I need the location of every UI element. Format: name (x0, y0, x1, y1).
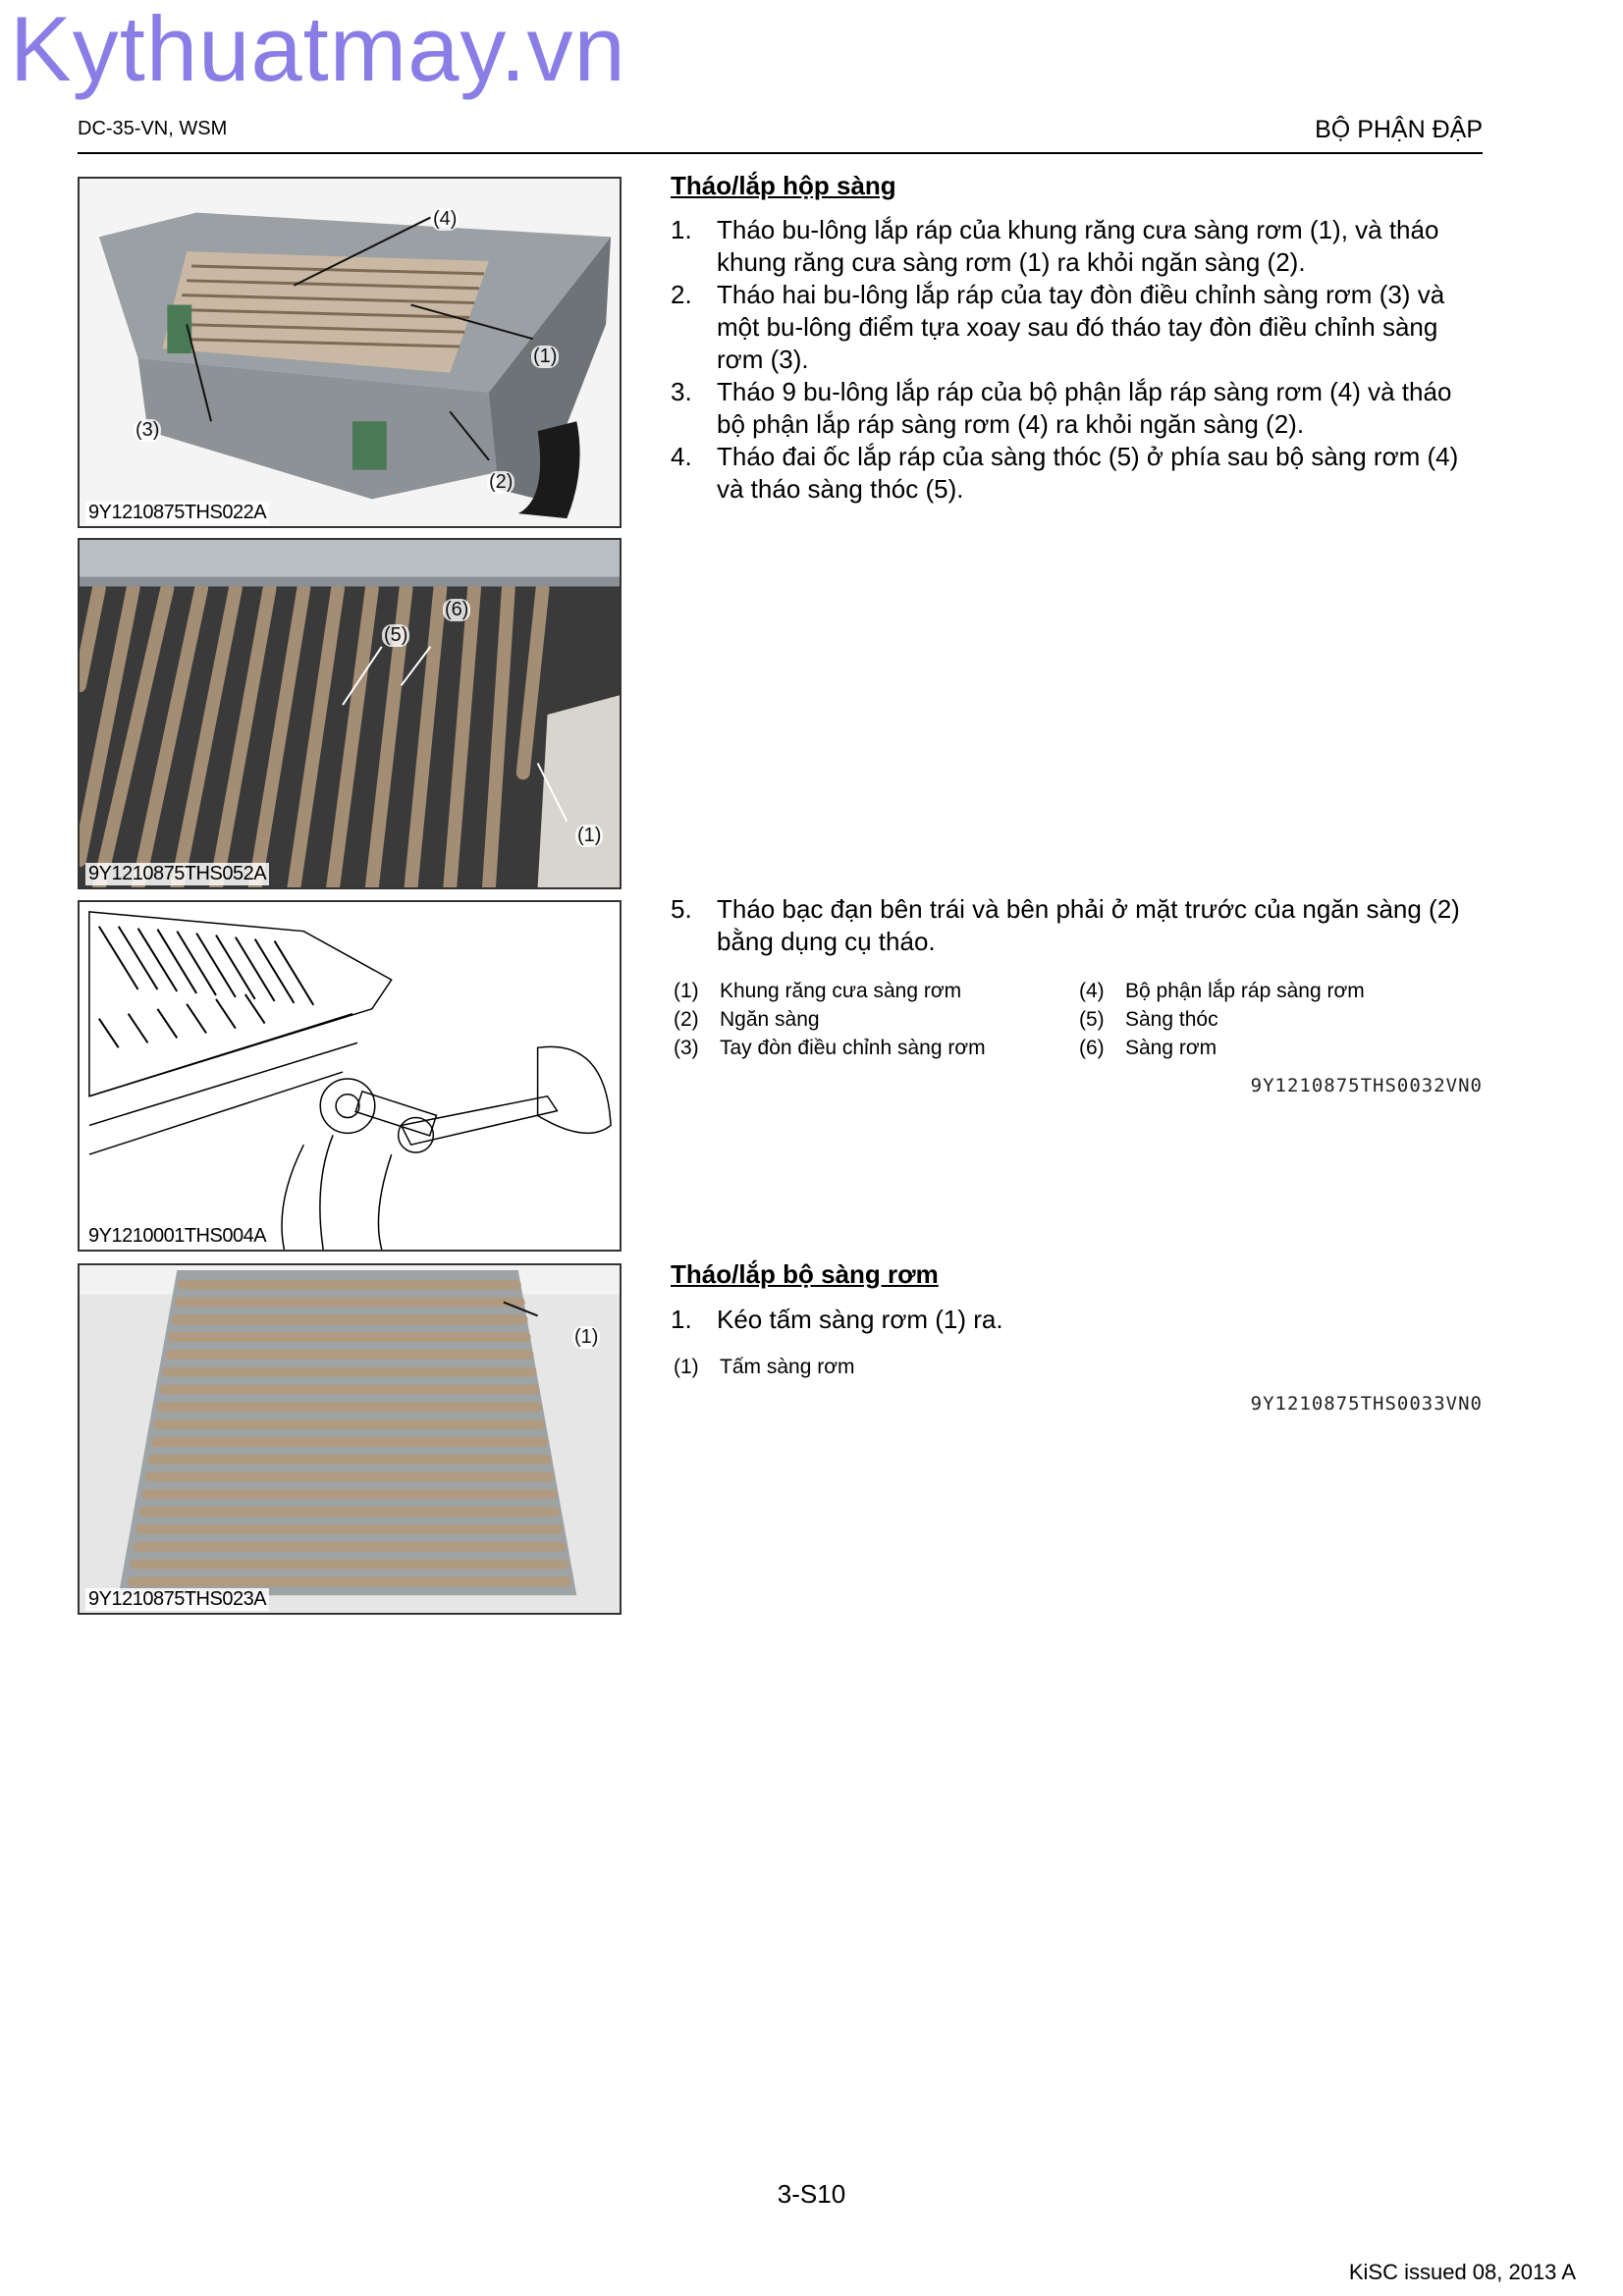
step-item (671, 441, 1486, 506)
legend-item (1079, 1034, 1485, 1062)
step-text: Tháo bạc đạn bên trái và bên phải ở mặt trước của ngăn sàng (2) bằng dụng cụ tháo. (717, 894, 1460, 956)
callout-5: (5) (384, 624, 408, 646)
issue-note: KiSC issued 08, 2013 A (1348, 2260, 1576, 2284)
legend-number: (1) (674, 1356, 699, 1378)
document-code: 9Y1210875THS0032VN0 (1250, 1075, 1483, 1096)
figure-code: 9Y1210001THS004A (85, 1225, 269, 1248)
legend-item (1079, 1005, 1485, 1034)
figure-sieve-box-photo (78, 177, 622, 528)
legend-item (674, 1005, 1079, 1034)
callout-1: (1) (574, 1326, 599, 1348)
page-number: 3-S10 (777, 2179, 846, 2209)
step-number: 1. (671, 1305, 692, 1334)
step5-sieve-box (671, 893, 1486, 958)
grain-sieve-illustration (80, 540, 620, 887)
callout-3: (3) (135, 419, 160, 441)
figure-bearing-removal-drawing (78, 900, 622, 1252)
document-code: 9Y1210875THS0033VN0 (1250, 1393, 1483, 1415)
steps-sieve-box (671, 214, 1486, 506)
step-number: 1. (671, 215, 692, 244)
header-rule (78, 152, 1483, 154)
step-item (671, 214, 1486, 279)
bearing-removal-illustration (80, 902, 620, 1250)
figure-code: 9Y1210875THS052A (85, 863, 269, 885)
legend-label: Tay đòn điều chỉnh sàng rơm (720, 1037, 986, 1059)
legend-number: (3) (674, 1037, 699, 1059)
legend-row (674, 1005, 1485, 1034)
step-text: Tháo bu-lông lắp ráp của khung răng cưa sàng rơm (1), và tháo khung răng cưa sàng rơm (1) ra khỏi ngăn sàng (2). (717, 215, 1439, 277)
legend-number: (2) (674, 1008, 699, 1031)
legend-number: (1) (674, 980, 699, 1002)
callout-4: (4) (433, 208, 458, 230)
callout-6: (6) (445, 599, 469, 620)
legend-straw-sieve (674, 1353, 1079, 1381)
legend-number: (5) (1079, 1008, 1105, 1031)
step-text: Tháo đai ốc lắp ráp của sàng thóc (5) ở phía sau bộ sàng rơm (4) và tháo sàng thóc (5). (717, 442, 1459, 504)
legend-label: Bộ phận lắp ráp sàng rơm (1125, 980, 1365, 1002)
watermark: Kythuatmay.vn (10, 0, 626, 100)
legend-item (674, 1034, 1079, 1062)
step-number: 4. (671, 442, 692, 471)
header-model: DC-35-VN, WSM (78, 118, 228, 139)
step-text: Tháo hai bu-lông lắp ráp của tay đòn điều chỉnh sàng rơm (3) và một bu-lông điểm tựa xoay sau đó tháo tay đòn điều chỉnh sàng rơm (3). (717, 280, 1445, 374)
legend-label: Ngăn sàng (720, 1008, 820, 1031)
legend-row (674, 1034, 1485, 1062)
legend-item (674, 1353, 1079, 1381)
step-item (671, 376, 1486, 441)
legend-item (674, 977, 1079, 1005)
step-item (671, 1304, 1486, 1336)
section-title-straw-sieve: Tháo/lắp bộ sàng rơm (671, 1259, 939, 1289)
legend-label: Khung răng cưa sàng rơm (720, 980, 962, 1002)
callout-1: (1) (577, 825, 602, 846)
legend-label: Sàng rơm (1125, 1037, 1217, 1059)
figure-straw-sieve-panel-photo (78, 1263, 622, 1615)
step-number: 5. (671, 894, 692, 924)
callout-2: (2) (489, 471, 514, 493)
figure-code: 9Y1210875THS023A (85, 1588, 269, 1611)
step-text: Kéo tấm sàng rơm (1) ra. (717, 1305, 1003, 1334)
callout-1: (1) (533, 346, 558, 367)
step-item (671, 893, 1486, 958)
figure-code: 9Y1210875THS022A (85, 502, 269, 524)
step-number: 3. (671, 377, 692, 406)
steps-straw-sieve (671, 1304, 1486, 1336)
legend-row (674, 977, 1485, 1005)
section-title-sieve-box: Tháo/lắp hộp sàng (671, 171, 896, 200)
legend-number: (6) (1079, 1037, 1105, 1059)
straw-sieve-panel-illustration (80, 1265, 620, 1613)
legend-number: (4) (1079, 980, 1105, 1002)
step-number: 2. (671, 280, 692, 309)
legend-label: Tấm sàng rơm (720, 1356, 855, 1378)
step-text: Tháo 9 bu-lông lắp ráp của bộ phận lắp ráp sàng rơm (4) và tháo bộ phận lắp ráp sàng rơm (4) ra khỏi ngăn sàng (2). (717, 377, 1452, 439)
legend-item (1079, 977, 1485, 1005)
step-item (671, 279, 1486, 376)
legend-label: Sàng thóc (1125, 1008, 1218, 1031)
legend-sieve-box (674, 977, 1485, 1062)
header-section-title: BỘ PHẬN ĐẬP (1315, 116, 1483, 143)
legend-row (674, 1353, 1079, 1381)
figure-grain-sieve-photo (78, 538, 622, 889)
